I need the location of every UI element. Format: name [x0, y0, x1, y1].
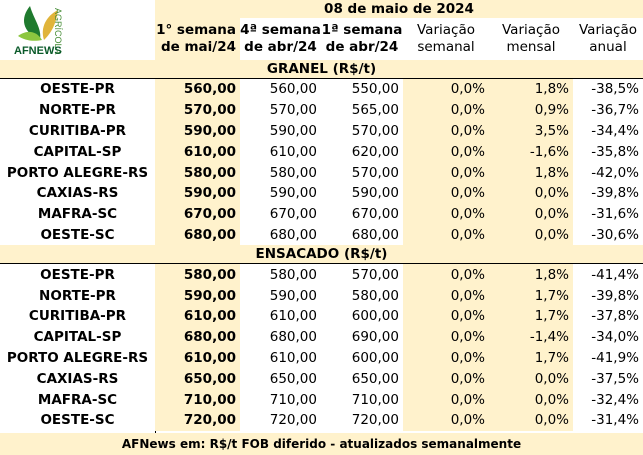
column-header-line: Variação [579, 22, 637, 38]
table-cell: 720,00 [240, 410, 321, 431]
table-cell: 590,00 [321, 183, 403, 204]
table-cell: 1,8% [489, 162, 573, 183]
column-header-line: anual [589, 39, 627, 55]
region-label: OESTE-SC [0, 410, 155, 431]
table-cell: 0,0% [403, 264, 489, 285]
column-header-line: mensal [506, 39, 556, 55]
region-label: MAFRA-SC [0, 389, 155, 410]
table-cell: 610,00 [240, 141, 321, 162]
column-header-line: 1° semana [156, 22, 236, 38]
table-cell: 0,0% [403, 162, 489, 183]
table-cell: 680,00 [240, 327, 321, 348]
table-cell: -38,5% [573, 79, 643, 100]
column-header-line: Variação [502, 22, 560, 38]
table-cell: 0,0% [403, 368, 489, 389]
current-price: 710,00 [155, 389, 240, 410]
table-cell: 0,0% [403, 225, 489, 246]
table-cell: -1,4% [489, 327, 573, 348]
table-cell: 0,0% [403, 410, 489, 431]
current-price: 670,00 [155, 204, 240, 225]
column-header [240, 18, 321, 60]
column-header-line: semanal [417, 39, 475, 55]
table-cell: 1,8% [489, 79, 573, 100]
table-cell: 0,0% [403, 327, 489, 348]
region-label: OESTE-SC [0, 225, 155, 246]
table-cell: 0,0% [403, 183, 489, 204]
table-cell: 565,00 [321, 100, 403, 121]
current-price: 720,00 [155, 410, 240, 431]
column-header-line: de abr/24 [244, 39, 317, 55]
table-cell: 680,00 [240, 225, 321, 246]
table-cell: 610,00 [240, 306, 321, 327]
table-cell: -30,6% [573, 225, 643, 246]
table-cell: 600,00 [321, 306, 403, 327]
table-cell: 0,0% [489, 410, 573, 431]
current-price: 650,00 [155, 368, 240, 389]
region-label: CAXIAS-RS [0, 183, 155, 204]
table-cell: 0,0% [489, 389, 573, 410]
current-price: 680,00 [155, 225, 240, 246]
svg-text:AGRÍCOLA: AGRÍCOLA [53, 8, 63, 55]
current-price: 590,00 [155, 121, 240, 142]
logo-brand: AFNEWS [14, 45, 62, 57]
table-cell: 0,0% [489, 204, 573, 225]
table-cell: 580,00 [321, 285, 403, 306]
column-header [403, 18, 489, 60]
table-cell: -35,8% [573, 141, 643, 162]
table-cell: 570,00 [321, 121, 403, 142]
table-cell: 0,0% [403, 285, 489, 306]
column-header-line: Variação [417, 22, 475, 38]
table-cell: 690,00 [321, 327, 403, 348]
table-cell: 0,0% [403, 79, 489, 100]
table-cell: 0,0% [403, 121, 489, 142]
table-cell: -31,6% [573, 204, 643, 225]
column-header [155, 18, 240, 60]
column-header [573, 18, 643, 60]
table-cell: 720,00 [321, 410, 403, 431]
table-cell: 0,9% [489, 100, 573, 121]
current-price: 610,00 [155, 348, 240, 369]
region-label: CAXIAS-RS [0, 368, 155, 389]
table-cell: 610,00 [240, 348, 321, 369]
region-label: PORTO ALEGRE-RS [0, 162, 155, 183]
table-cell: 590,00 [240, 183, 321, 204]
table-cell: 620,00 [321, 141, 403, 162]
region-label: OESTE-PR [0, 264, 155, 285]
table-cell: -31,4% [573, 410, 643, 431]
region-label: MAFRA-SC [0, 204, 155, 225]
region-label: PORTO ALEGRE-RS [0, 348, 155, 369]
table-cell: 570,00 [240, 100, 321, 121]
section-title: GRANEL (R$/t) [0, 60, 643, 79]
table-cell: -34,4% [573, 121, 643, 142]
table-cell: -39,8% [573, 183, 643, 204]
table-cell: 570,00 [321, 162, 403, 183]
table-cell: 590,00 [240, 121, 321, 142]
section-title: ENSACADO (R$/t) [0, 245, 643, 264]
table-cell: 580,00 [240, 264, 321, 285]
region-label: OESTE-PR [0, 79, 155, 100]
current-price: 570,00 [155, 100, 240, 121]
current-price: 680,00 [155, 327, 240, 348]
column-header [321, 18, 403, 60]
table-cell: 0,0% [489, 183, 573, 204]
table-cell: 0,0% [403, 348, 489, 369]
table-cell: 0,0% [403, 100, 489, 121]
table-cell: 550,00 [321, 79, 403, 100]
region-label: NORTE-PR [0, 100, 155, 121]
table-cell: 680,00 [321, 225, 403, 246]
current-price: 590,00 [155, 285, 240, 306]
table-cell: 0,0% [489, 368, 573, 389]
table-cell: 710,00 [240, 389, 321, 410]
table-cell: -36,7% [573, 100, 643, 121]
afnews-logo [0, 0, 155, 60]
table-cell: 670,00 [321, 204, 403, 225]
table-cell: 1,7% [489, 285, 573, 306]
table-cell: -37,8% [573, 306, 643, 327]
table-cell: 600,00 [321, 348, 403, 369]
region-label: CAPITAL-SP [0, 141, 155, 162]
table-cell: 560,00 [240, 79, 321, 100]
table-cell: 0,0% [403, 204, 489, 225]
current-price: 560,00 [155, 79, 240, 100]
table-cell: 0,0% [489, 225, 573, 246]
table-cell: 650,00 [240, 368, 321, 389]
current-price: 580,00 [155, 162, 240, 183]
table-cell: -37,5% [573, 368, 643, 389]
table-cell: 0,0% [403, 389, 489, 410]
table-cell: 1,8% [489, 264, 573, 285]
table-cell: -41,9% [573, 348, 643, 369]
table-cell: 0,0% [403, 306, 489, 327]
table-cell: 580,00 [240, 162, 321, 183]
table-cell: 0,0% [403, 141, 489, 162]
table-cell: 1,7% [489, 306, 573, 327]
region-label: CURITIBA-PR [0, 306, 155, 327]
table-cell: -34,0% [573, 327, 643, 348]
table-cell: 670,00 [240, 204, 321, 225]
footer-note: AFNews em: R$/t FOB diferido - atualizados semanalmente [0, 433, 643, 455]
table-cell: 650,00 [321, 368, 403, 389]
table-cell: -39,8% [573, 285, 643, 306]
table-cell: 3,5% [489, 121, 573, 142]
current-price: 590,00 [155, 183, 240, 204]
column-header-line: de abr/24 [325, 39, 399, 55]
table-cell: -1,6% [489, 141, 573, 162]
column-header-line: de mai/24 [160, 39, 236, 55]
column-header [489, 18, 573, 60]
table-cell: 570,00 [321, 264, 403, 285]
table-cell: 1,7% [489, 348, 573, 369]
current-price: 610,00 [155, 306, 240, 327]
region-label: NORTE-PR [0, 285, 155, 306]
current-price: 580,00 [155, 264, 240, 285]
region-label: CURITIBA-PR [0, 121, 155, 142]
column-header-line: 1ª semana [321, 22, 403, 38]
table-title: 08 de maio de 2024 [155, 0, 643, 18]
table-cell: -41,4% [573, 264, 643, 285]
column-header-line: 4ª semana [240, 22, 321, 38]
region-label: CAPITAL-SP [0, 327, 155, 348]
table-cell: -42,0% [573, 162, 643, 183]
table-cell: 710,00 [321, 389, 403, 410]
table-cell: 590,00 [240, 285, 321, 306]
current-price: 610,00 [155, 141, 240, 162]
table-cell: -32,4% [573, 389, 643, 410]
